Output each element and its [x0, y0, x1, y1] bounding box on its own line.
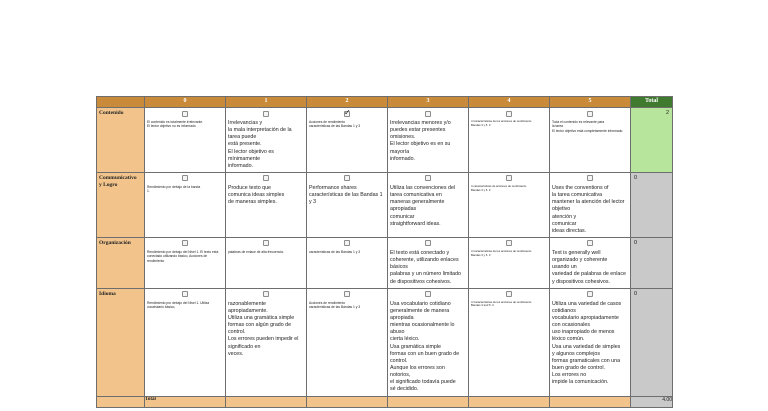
- level-cell: [550, 108, 631, 173]
- criterion-label: Idioma: [97, 288, 145, 396]
- level-cell: [469, 237, 550, 288]
- level-description: razonablemente apropiadamente. Utiliza una gramática simple formas con algún grado de control. Los errores pueden impedir el significado en veces.: [228, 300, 299, 357]
- level-checkbox[interactable]: [587, 291, 593, 297]
- level-checkbox[interactable]: [182, 240, 188, 246]
- level-cell: [388, 108, 469, 173]
- criterion-label: Organización: [97, 237, 145, 288]
- level-cell: [307, 172, 388, 237]
- level-cell: [145, 237, 226, 288]
- level-cell: [469, 108, 550, 173]
- level-description: Utiliza una variedad de casos cotidianos vocabulario apropiadamente con ocasionales uso inapropiado de menos léxico común. Usa una variedad de simples y algunos complejos formas gramaticales con una buen grado de control. Los errores no impide la comunicación.: [552, 300, 622, 386]
- level-description: Usa vocabulario cotidiano generalmente de manera apropiada mientras ocasionalmente lo abuso cierta léxico. Usa gramática simple formas con un buen grado de control. Aunque los errores son notorios, el significado todavía puede sé decidido.: [390, 300, 460, 393]
- rubric-row: [97, 108, 673, 173]
- header-level-1: 1: [226, 97, 307, 108]
- level-description: 4 Características de los acciones de rendimiento Bandas 3 y 5. 3: [471, 119, 532, 127]
- header-level-5: 5: [550, 97, 631, 108]
- level-checkbox[interactable]: [182, 111, 188, 117]
- level-cell: [307, 288, 388, 396]
- level-description: Irrelevancias y la mala interpretación de la tarea puede está presente. El lector objetivo es mínimamente informado.: [228, 120, 292, 169]
- level-description: Utiliza las convenciones del tarea comunicativa en maneras generalmente apropiadas comunicar straightforward ideas.: [390, 184, 456, 227]
- level-description: 4 Características de los acciones de rendimiento Bandas 3 y 5. 3: [471, 248, 532, 257]
- footer-total-value: 4.00: [631, 396, 673, 407]
- footer-spacer: [307, 396, 388, 407]
- level-cell: [226, 172, 307, 237]
- level-description: 4 características de acciones de rendimiento Bandas 3 y 5. 3: [471, 183, 527, 192]
- footer-total-label: Total: [145, 396, 226, 407]
- criterion-label: Communicativo y Logro: [97, 172, 145, 237]
- level-checkbox[interactable]: [263, 291, 269, 297]
- header-level-2: 2: [307, 97, 388, 108]
- level-cell: [226, 237, 307, 288]
- rubric-row: [97, 237, 673, 288]
- row-score: 0: [631, 237, 673, 288]
- level-cell: [388, 237, 469, 288]
- level-description: El contenido es totalmente irrelevante. El lector objetivo no es informado: [147, 120, 204, 129]
- level-description: Text is generally well organizado y coherente usando un variedad de palabras de enlace y dispositivos cohesivos.: [552, 249, 626, 285]
- level-checkbox[interactable]: [344, 291, 350, 297]
- level-description: Rendimiento por debajo de la banda 1.: [147, 184, 201, 194]
- level-checkbox[interactable]: [344, 175, 350, 181]
- level-checkbox[interactable]: [506, 111, 512, 117]
- level-checkbox[interactable]: [263, 240, 269, 246]
- header-corner: [97, 97, 145, 108]
- level-checkbox[interactable]: [182, 175, 188, 181]
- level-checkbox[interactable]: [425, 240, 431, 246]
- level-checkbox[interactable]: [425, 111, 431, 117]
- level-cell: [469, 172, 550, 237]
- level-cell: [145, 288, 226, 396]
- level-checkbox[interactable]: [182, 291, 188, 297]
- level-checkbox[interactable]: [344, 240, 350, 246]
- level-description: Acciones de rendimiento características de las Bandas 1 y 3: [309, 120, 361, 129]
- footer-spacer: [550, 396, 631, 407]
- level-cell: [226, 108, 307, 173]
- level-description: Uses the conventions of la tarea comunicativa mantener la atención del lector objetivo atención y comunicar ideas directas.: [552, 184, 625, 234]
- rubric-table: [96, 96, 673, 408]
- level-cell: [388, 172, 469, 237]
- row-score: 2: [631, 108, 673, 173]
- footer-spacer: [226, 396, 307, 407]
- level-checkbox[interactable]: [506, 291, 512, 297]
- level-cell: [388, 288, 469, 396]
- level-checkbox[interactable]: [425, 291, 431, 297]
- criterion-label: Contenido: [97, 108, 145, 173]
- level-checkbox[interactable]: [263, 111, 269, 117]
- level-description: Produce texto que comunica ideas simples de maneras simples.: [228, 184, 285, 206]
- level-checkbox[interactable]: [587, 111, 593, 117]
- level-checkbox[interactable]: [587, 175, 593, 181]
- level-cell: [145, 108, 226, 173]
- level-checkbox[interactable]: [506, 240, 512, 246]
- level-cell: [469, 288, 550, 396]
- rubric-row: [97, 172, 673, 237]
- level-description: Rendimiento por debajo del Nivel 1. El texto está conectado utilizando básico, Acciones de rendimiento: [147, 249, 219, 263]
- header-level-3: 3: [388, 97, 469, 108]
- level-checkbox[interactable]: [425, 175, 431, 181]
- level-cell: [550, 288, 631, 396]
- level-description: 4 Características de los acciones de rendimiento Bandas 3 and 5. 3: [471, 299, 532, 308]
- level-cell: [226, 288, 307, 396]
- level-checkbox[interactable]: [506, 175, 512, 181]
- level-description: Rendimiento por debajo del Nivel 1. Utiliza vocabulario básico,: [147, 300, 210, 310]
- header-total: Total: [631, 97, 673, 108]
- level-cell: [307, 108, 388, 173]
- level-cell: [307, 237, 388, 288]
- header-level-0: 0: [145, 97, 226, 108]
- level-checkbox-checked[interactable]: [344, 111, 350, 117]
- rubric-row: [97, 288, 673, 396]
- footer-spacer: [388, 396, 469, 407]
- level-description: Toda el contenido es relevante para la tarea El lector objetivo está completamente informado.: [552, 120, 624, 133]
- footer-spacer: [469, 396, 550, 407]
- footer-spacer: [97, 396, 145, 407]
- level-description: Acciones de rendimiento características de las Bandas 1 y 3: [309, 300, 361, 310]
- footer-row: [97, 396, 673, 407]
- level-description: características de las Bandas 1 y 3: [309, 249, 361, 254]
- level-cell: [550, 172, 631, 237]
- level-description: Irrelevancias menores y/o puedes estar presentes omisiones. El lector objetivo es en su mayoría informado.: [390, 120, 451, 162]
- level-checkbox[interactable]: [587, 240, 593, 246]
- level-checkbox[interactable]: [263, 175, 269, 181]
- header-level-4: 4: [469, 97, 550, 108]
- level-description: palabras de enlace de alta frecuencia.: [228, 249, 284, 254]
- header-row: [97, 97, 673, 108]
- level-description: Performance shares características de las Bandas 1 y 3: [309, 184, 383, 206]
- level-description: El texto está conectado y coherente, utilizando enlaces básicos palabras y un número limitado de dispositivos cohesivos.: [390, 249, 461, 285]
- level-cell: [550, 237, 631, 288]
- level-cell: [145, 172, 226, 237]
- row-score: 0: [631, 288, 673, 396]
- row-score: 0: [631, 172, 673, 237]
